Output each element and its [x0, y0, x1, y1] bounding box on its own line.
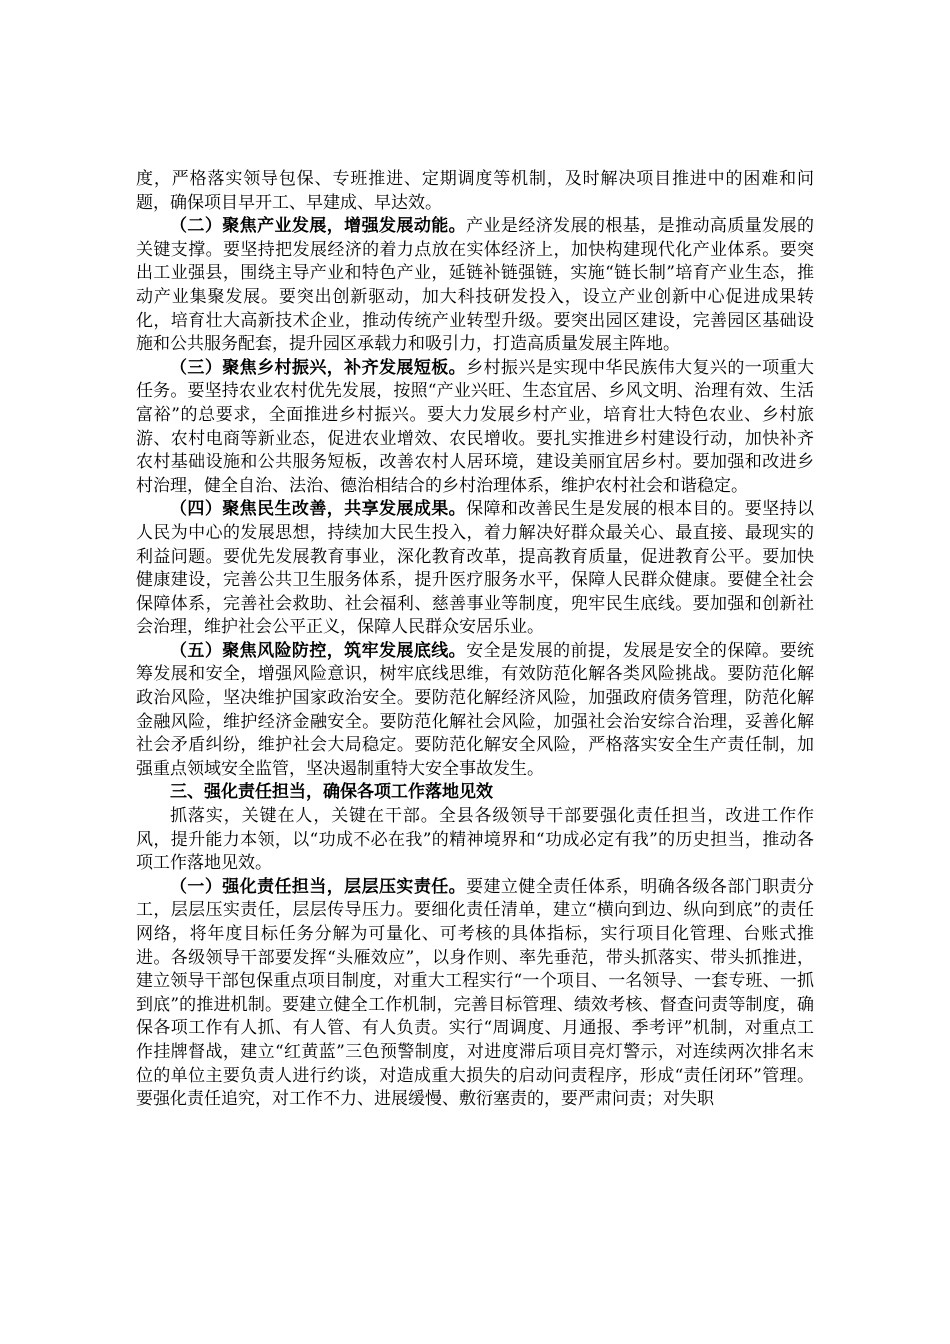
paragraph-7	[136, 805, 814, 876]
paragraph-text: 安全是发展的前提，发展是安全的保障。要统筹发展和安全，增强风险意识，树牢底线思维，有效防范化解各类风险挑战。要防范化解政治风险，坚决维护国家政治安全。要防范化解经济风险，加强政府债务管理，防范化解金融风险，维护经济金融安全。要防范化解社会风险，加强社会治安综合治理，妥善化解社会矛盾纠纷，维护社会大局稳定。要防范化解安全风险，严格落实安全生产责任制，加强重点领域安全监管，坚决遏制重特大安全事故发生。	[136, 640, 815, 779]
paragraph-3	[136, 357, 814, 499]
paragraph-text: 产业是经济发展的根基，是推动高质量发展的关键支撑。要坚持把发展经济的着力点放在实体经济上，加快构建现代化产业体系。要突出工业强县，围绕主导产业和特色产业，延链补链强链，实施“链长制”培育产业生态，推动产业集聚发展。要突出创新驱动，加大科技研发投入，设立产业创新中心促进成果转化，培育壮大高新技术企业，推动传统产业转型升级。要突出园区建设，完善园区基础设施和公共服务配套，提升园区承载力和吸引力，打造高质量发展主阵地。	[136, 216, 815, 355]
paragraph-heading: （五）聚焦风险防控，筑牢发展底线。	[170, 640, 467, 661]
paragraph-8	[136, 876, 814, 1112]
paragraph-text: 保障和改善民生是发展的根本目的。要坚持以人民为中心的发展思想，持续加大民生投入，着力解决好群众最关心、最直接、最现实的利益问题。要优先发展教育事业，深化教育改革，提高教育质量，促进教育公平。要加快健康建设，完善公共卫生服务体系，提升医疗服务水平，保障人民群众健康。要健全社会保障体系，完善社会救助、社会福利、慈善事业等制度，兜牢民生底线。要加强和创新社会治理，维护社会公平正义，保障人民群众安居乐业。	[136, 499, 815, 638]
paragraph-text: 乡村振兴是实现中华民族伟大复兴的一项重大任务。要坚持农业农村优先发展，按照“产业兴旺、生态宜居、乡风文明、治理有效、生活富裕”的总要求，全面推进乡村振兴。要大力发展乡村产业，培育壮大特色农业、乡村旅游、农村电商等新业态，促进农业增效、农民增收。要扎实推进乡村建设行动，加快补齐农村基础设施和公共服务短板，改善农村人居环境，建设美丽宜居乡村。要加强和改进乡村治理，健全自治、法治、德治相结合的乡村治理体系，维护农村社会和谐稳定。	[136, 357, 815, 496]
paragraph-5	[136, 640, 814, 782]
paragraph-text: 度，严格落实领导包保、专班推进、定期调度等机制，及时解决项目推进中的困难和问题，确保项目早开工、早建成、早达效。	[136, 169, 814, 213]
paragraph-heading: （一）强化责任担当，层层压实责任。	[170, 876, 467, 897]
paragraph-1	[136, 168, 814, 215]
document-page	[136, 168, 814, 1112]
paragraph-text: 抓落实，关键在人，关键在干部。全县各级领导干部要强化责任担当，改进工作作风，提升能力本领，以“功成不必在我”的精神境界和“功成必定有我”的历史担当，推动各项工作落地见效。	[136, 806, 814, 874]
paragraph-heading: （二）聚焦产业发展，增强发展动能。	[170, 216, 467, 237]
paragraph-2	[136, 215, 814, 357]
paragraph-heading: （四）聚焦民生改善，共享发展成果。	[170, 499, 467, 520]
section-heading	[136, 781, 814, 805]
section-heading-text: 三、强化责任担当，确保各项工作落地见效	[170, 782, 493, 803]
paragraph-4	[136, 498, 814, 640]
paragraph-text: 要建立健全责任体系，明确各级各部门职责分工，层层压实责任，层层传导压力。要细化责任清单，建立“横向到边、纵向到底”的责任网络，将年度目标任务分解为可量化、可考核的具体指标，实行项目化管理、台账式推进。各级领导干部要发挥“头雁效应”，以身作则、率先垂范，带头抓落实、带头抓推进，建立领导干部包保重点项目制度，对重大工程实行“一个项目、一名领导、一套专班、一抓到底”的推进机制。要建立健全工作机制，完善目标管理、绩效考核、督查问责等制度，确保各项工作有人抓、有人管、有人负责。实行“周调度、月通报、季考评”机制，对重点工作挂牌督战，建立“红黄蓝”三色预警制度，对进度滞后项目亮灯警示，对连续两次排名末位的单位主要负责人进行约谈，对造成重大损失的启动问责程序，形成“责任闭环”管理。要强化责任追究，对工作不力、进展缓慢、敷衍塞责的，要严肃问责；对失职	[136, 876, 815, 1110]
paragraph-heading: （三）聚焦乡村振兴，补齐发展短板。	[170, 357, 467, 378]
